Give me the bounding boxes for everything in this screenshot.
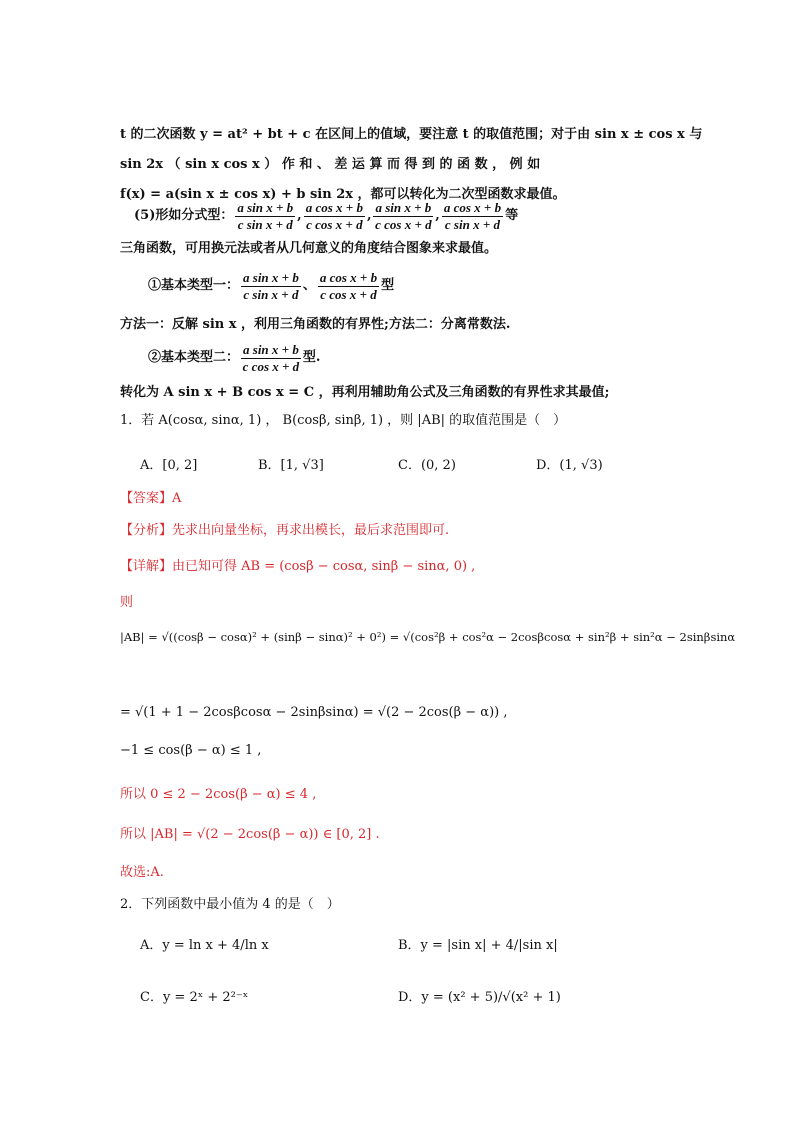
- q1-equation-4: 所以 0 ≤ 2 − 2cos(β − α) ≤ 4 ,: [120, 787, 317, 802]
- q2-stem: 2．下列函数中最小值为 4 的是（ ）: [120, 897, 340, 912]
- type2-row: [148, 340, 320, 376]
- q1-detail: 【详解】由已知可得 AB = (cosβ − cosα, sinβ − sinα, 0) ,: [120, 559, 476, 574]
- q2-option-b[interactable]: B．y = |sin x| + 4/|sin x|: [398, 938, 558, 953]
- type1-fraction-b: $\frac{\text{a cos x + b}}{\text{c cos x + d}}$: [319, 269, 378, 302]
- intro-line-3: f(x) = a(sin x ± cos x) + b sin 2x ，都可以转化为二次型函数求最值。: [120, 187, 566, 202]
- intro-line-2: sin 2x （ sin x cos x ） 作 和 、 差 运 算 而 得 到 的 函 数 ， 例 如: [120, 157, 541, 172]
- type1-fraction-a: $\frac{\text{a sin x + b}}{\text{c sin x + d}}$: [243, 269, 299, 302]
- section5-line-2: 三角函数，可用换元法或者从几何意义的角度结合图象来求最值。: [120, 241, 498, 256]
- q2-option-d[interactable]: D．y = (x² + 5)/√(x² + 1): [398, 990, 561, 1005]
- intro-line-1: t 的二次函数 y = at² + bt + c 在区间上的值域，要注意 t 的取值范围；对于由 sin x ± cos x 与: [120, 127, 703, 142]
- q1-analysis: 【分析】先求出向量坐标，再求出模长，最后求范围即可.: [120, 523, 450, 538]
- q1-answer: 【答案】A: [120, 491, 182, 506]
- section5-heading: (5)形如分式型： $\frac{\text{a sin x + b}}{\text{c sin x + d}}$ , $\frac{\text{a cos x + b}}{\text{c cos x + d}}$ , $\frac{\text{a sin x + b}}{\text{c cos x + d}}$ , $\frac{\text{a cos x + b}}{\text{c sin x + d}}$ 等: [134, 199, 519, 232]
- q2-option-a[interactable]: A．y = ln x + 4/ln x: [140, 938, 269, 953]
- type1-row: [148, 268, 394, 304]
- type2-fraction: $\frac{\text{a sin x + b}}{\text{c cos x + d}}$: [242, 341, 300, 374]
- fraction-3: $\frac{\text{a sin x + b}}{\text{c cos x + d}}$: [375, 199, 432, 232]
- convert-line: 转化为 A sin x + B cos x = C ，再利用辅助角公式及三角函数的有界性求其最值;: [120, 385, 610, 400]
- q1-option-a[interactable]: A．[0, 2]: [140, 458, 198, 473]
- q1-stem: 1．若 A(cosα, sinα, 1) ， B(cosβ, sinβ, 1) ，则 |AB| 的取值范围是（ ）: [120, 413, 567, 428]
- q2-option-c[interactable]: C．y = 2ˣ + 2²⁻ˣ: [140, 990, 249, 1005]
- type1-tail: 型: [381, 278, 395, 293]
- q1-equation-2: = √(1 + 1 − 2cosβcosα − 2sinβsinα) = √(2 − 2cos(β − α)) ,: [120, 705, 508, 720]
- type2-label: ②基本类型二：: [148, 350, 240, 365]
- q1-choose: 故选:A.: [120, 865, 164, 880]
- section5-label: (5)形如分式型：: [134, 208, 234, 223]
- q1-option-c[interactable]: C．(0, 2): [398, 458, 456, 473]
- type1-sep: 、: [302, 278, 316, 293]
- fraction-4: $\frac{\text{a cos x + b}}{\text{c sin x + d}}$: [443, 199, 502, 232]
- q1-option-d[interactable]: D．(1, √3): [536, 458, 603, 473]
- type2-tail: 型.: [302, 350, 321, 365]
- q1-equation-1: |AB| = √((cosβ − cosα)² + (sinβ − sinα)² + 0²) = √(cos²β + cos²α − 2cosβcosα + sin²β + sin²α − 2sinβsinα: [120, 630, 736, 644]
- section5-tail: 等: [505, 208, 519, 223]
- method-line: 方法一：反解 sin x ，利用三角函数的有界性;方法二：分离常数法.: [120, 317, 511, 332]
- q1-option-b[interactable]: B．[1, √3]: [258, 458, 324, 473]
- fraction-1: $\frac{\text{a sin x + b}}{\text{c sin x + d}}$: [237, 199, 294, 232]
- q1-then: 则: [120, 595, 134, 610]
- q1-equation-3: −1 ≤ cos(β − α) ≤ 1 ,: [120, 743, 262, 758]
- type1-label: ①基本类型一：: [148, 278, 240, 293]
- q1-equation-5: 所以 |AB| = √(2 − 2cos(β − α)) ∈ [0, 2] .: [120, 827, 380, 842]
- fraction-2: $\frac{\text{a cos x + b}}{\text{c cos x + d}}$: [305, 199, 363, 232]
